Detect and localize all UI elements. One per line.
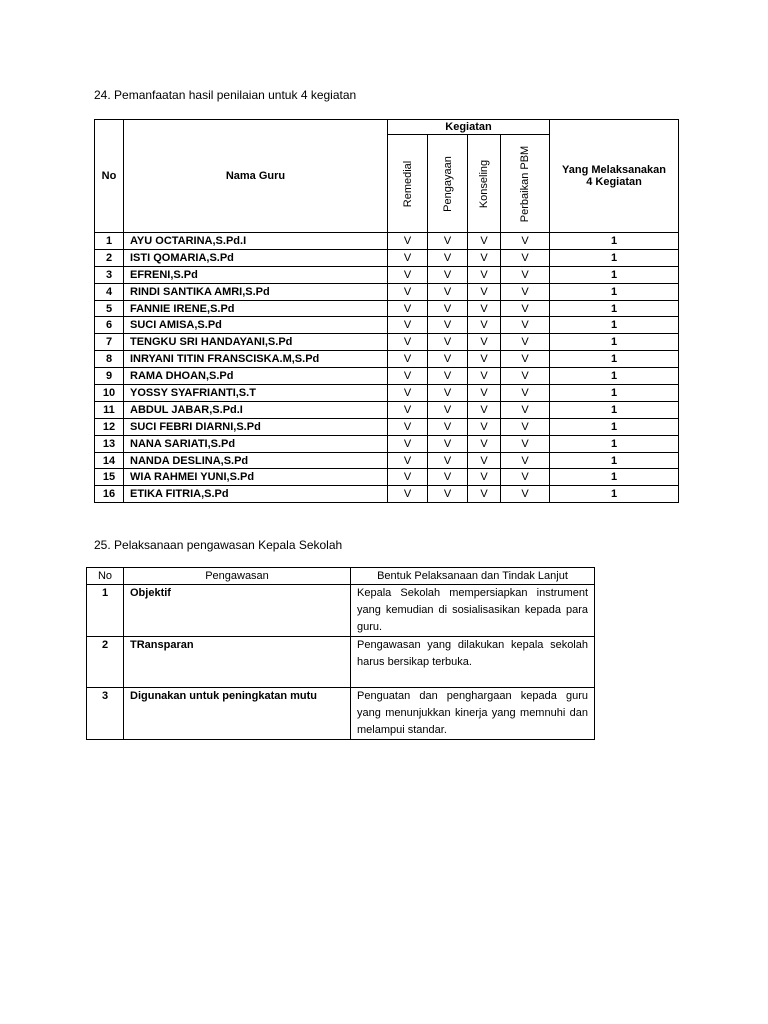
activity-mark: V [388,334,428,351]
row-no: 4 [95,283,124,300]
activity-mark: V [468,486,501,503]
header-pengawasan: Pengawasan [124,568,351,585]
activity-total: 1 [550,233,679,250]
activity-mark: V [428,300,468,317]
teacher-name: NANA SARIATI,S.Pd [124,435,388,452]
teacher-name: ETIKA FITRIA,S.Pd [124,486,388,503]
activity-mark: V [468,283,501,300]
activity-total: 1 [550,452,679,469]
header-total-line2: 4 Kegiatan [586,176,642,188]
table-row [95,368,679,385]
teacher-name: SUCI FEBRI DIARNI,S.Pd [124,418,388,435]
activity-total: 1 [550,435,679,452]
activity-mark: V [468,452,501,469]
activity-mark: V [468,418,501,435]
activity-mark: V [468,233,501,250]
table-row [95,334,679,351]
activity-mark: V [428,469,468,486]
table-row [95,351,679,368]
activity-mark: V [501,368,550,385]
supervision-description: Pengawasan yang dilakukan kepala sekolah harus bersikap terbuka. [351,637,595,688]
activity-mark: V [468,300,501,317]
table-row [95,452,679,469]
activity-mark: V [428,233,468,250]
activity-mark: V [468,317,501,334]
activity-mark: V [388,435,428,452]
table-row [95,266,679,283]
activity-mark: V [428,368,468,385]
header-bentuk-pelaksanaan: Bentuk Pelaksanaan dan Tindak Lanjut [351,568,595,585]
teacher-name: EFRENI,S.Pd [124,266,388,283]
activity-mark: V [428,283,468,300]
header-pengayaan [428,135,468,233]
activity-mark: V [388,469,428,486]
row-no: 16 [95,486,124,503]
header-perbaikan-pbm-label: Perbaikan PBM [519,145,532,222]
header-pengayaan-label: Pengayaan [441,155,454,212]
teacher-name: NANDA DESLINA,S.Pd [124,452,388,469]
activity-mark: V [428,486,468,503]
row-no: 5 [95,300,124,317]
activity-mark: V [388,452,428,469]
section-24-title: 24. Pemanfaatan hasil penilaian untuk 4 kegiatan [94,88,357,102]
header-no: No [87,568,124,585]
activity-mark: V [388,300,428,317]
header-total [550,120,679,233]
teacher-name: RAMA DHOAN,S.Pd [124,368,388,385]
row-no: 14 [95,452,124,469]
row-no: 13 [95,435,124,452]
activity-mark: V [468,351,501,368]
activity-mark: V [501,249,550,266]
table-row [95,435,679,452]
activity-mark: V [468,368,501,385]
supervision-table [86,567,595,740]
supervision-aspect: Digunakan untuk peningkatan mutu [124,688,351,740]
row-no: 2 [87,637,124,688]
activity-mark: V [388,283,428,300]
table-row [95,418,679,435]
row-no: 10 [95,385,124,402]
table-row [95,233,679,250]
table-row [95,469,679,486]
activity-mark: V [388,385,428,402]
row-no: 3 [87,688,124,740]
activity-mark: V [428,401,468,418]
activity-mark: V [468,385,501,402]
activity-mark: V [388,401,428,418]
teacher-name: ISTI QOMARIA,S.Pd [124,249,388,266]
table-row [95,401,679,418]
activity-total: 1 [550,385,679,402]
activity-mark: V [388,233,428,250]
table-row [95,283,679,300]
activity-mark: V [388,368,428,385]
activity-mark: V [468,401,501,418]
row-no: 2 [95,249,124,266]
activity-mark: V [501,418,550,435]
row-no: 9 [95,368,124,385]
row-no: 12 [95,418,124,435]
activity-mark: V [468,435,501,452]
activity-mark: V [428,351,468,368]
table-row [95,317,679,334]
activity-mark: V [388,418,428,435]
supervision-description: Kepala Sekolah mempersiapkan instrument yang kemudian di sosialisasikan kepada para guru. [351,585,595,637]
activity-total: 1 [550,351,679,368]
table-row [95,486,679,503]
activity-mark: V [501,300,550,317]
activity-mark: V [501,452,550,469]
activity-mark: V [501,283,550,300]
teacher-name: TENGKU SRI HANDAYANI,S.Pd [124,334,388,351]
activity-mark: V [428,418,468,435]
teacher-name: FANNIE IRENE,S.Pd [124,300,388,317]
activity-mark: V [428,249,468,266]
activity-mark: V [468,266,501,283]
header-remedial-label: Remedial [401,160,414,207]
activity-total: 1 [550,249,679,266]
activity-mark: V [468,249,501,266]
section-25-title: 25. Pelaksanaan pengawasan Kepala Sekolah [94,538,343,552]
activity-total: 1 [550,300,679,317]
activity-total: 1 [550,418,679,435]
teacher-name: INRYANI TITIN FRANSCISKA.M,S.Pd [124,351,388,368]
activity-total: 1 [550,486,679,503]
activity-total: 1 [550,334,679,351]
activity-mark: V [501,385,550,402]
row-no: 7 [95,334,124,351]
activity-mark: V [468,469,501,486]
teacher-name: RINDI SANTIKA AMRI,S.Pd [124,283,388,300]
activity-mark: V [388,351,428,368]
row-no: 11 [95,401,124,418]
supervision-aspect: Objektif [124,585,351,637]
activity-total: 1 [550,469,679,486]
teacher-name: AYU OCTARINA,S.Pd.I [124,233,388,250]
activity-mark: V [428,266,468,283]
header-no: No [95,120,124,233]
header-remedial [388,135,428,233]
activity-mark: V [428,334,468,351]
row-no: 1 [95,233,124,250]
activity-mark: V [501,469,550,486]
header-name: Nama Guru [124,120,388,233]
activity-mark: V [468,334,501,351]
teacher-name: WIA RAHMEI YUNI,S.Pd [124,469,388,486]
activity-mark: V [388,317,428,334]
supervision-aspect: TRansparan [124,637,351,688]
activity-mark: V [388,486,428,503]
teacher-name: YOSSY SYAFRIANTI,S.T [124,385,388,402]
activity-mark: V [428,435,468,452]
activity-mark: V [501,401,550,418]
row-no: 15 [95,469,124,486]
header-konseling-label: Konseling [478,159,490,208]
activity-mark: V [428,317,468,334]
header-total-line1: Yang Melaksanakan [562,164,666,176]
header-perbaikan-pbm [501,135,550,233]
table-row [87,688,595,740]
table-row [95,385,679,402]
activity-mark: V [501,233,550,250]
activity-mark: V [501,351,550,368]
activity-total: 1 [550,401,679,418]
activity-mark: V [388,249,428,266]
table-row [95,249,679,266]
activity-mark: V [388,266,428,283]
activity-total: 1 [550,283,679,300]
table-row [87,637,595,688]
activity-total: 1 [550,266,679,283]
teacher-name: ABDUL JABAR,S.Pd.I [124,401,388,418]
teacher-activities-table [94,119,679,503]
activity-mark: V [428,452,468,469]
row-no: 6 [95,317,124,334]
activity-mark: V [501,435,550,452]
supervision-description: Penguatan dan penghargaan kepada guru yang menunjukkan kinerja yang memnuhi dan melampui standar. [351,688,595,740]
row-no: 8 [95,351,124,368]
activity-total: 1 [550,317,679,334]
teacher-name: SUCI AMISA,S.Pd [124,317,388,334]
activity-mark: V [501,334,550,351]
activity-mark: V [501,266,550,283]
header-kegiatan: Kegiatan [388,120,550,135]
row-no: 1 [87,585,124,637]
activity-total: 1 [550,368,679,385]
table-row [87,585,595,637]
activity-mark: V [501,486,550,503]
activity-mark: V [501,317,550,334]
row-no: 3 [95,266,124,283]
table-row [95,300,679,317]
header-konseling [468,135,501,233]
activity-mark: V [428,385,468,402]
